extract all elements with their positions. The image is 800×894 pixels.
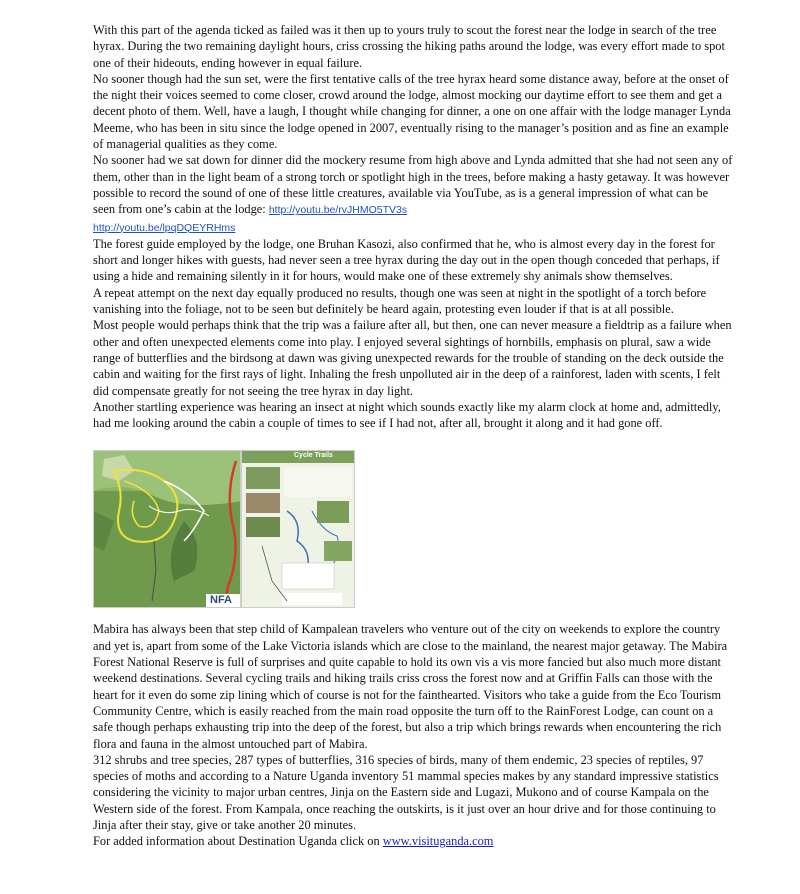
paragraph-repeat-attempt: A repeat attempt on the next day equally produced no results, though one was seen at night in the spotlight of a torch before vanishing into the foliage, not to be seen but definitely be heard again, protesting even louder if that is at all possible. — [93, 285, 707, 317]
article-page — [93, 22, 733, 850]
paragraph-forest-guide: The forest guide employed by the lodge, one Bruhan Kasozi, also confirmed that he, who is almost every day in the forest for short and longer hikes with guests, had never seen a tree hyrax during the day out in the open though conceded that perhaps, if using a hide and remaining silently in it for hours, would make one of these extremely shy animals show themselves. — [93, 236, 720, 284]
visituganda-link[interactable]: www.visituganda.com — [382, 834, 494, 849]
nfa-logo: NFA — [210, 594, 232, 607]
paragraph-insect: Another startling experience was hearing an insect at night which sounds exactly like my alarm clock at home and, admittedly, had me looking around the cabin a couple of times to see if I had not, after all, brought it along and it had gone off. — [93, 399, 721, 431]
cycle-trails-map — [241, 450, 355, 608]
article-body-top — [93, 22, 733, 431]
paragraph-sun-set: No sooner though had the sun set, were the first tentative calls of the tree hyrax heard some distance away, before at the onset of the night their voices seemed to come closer, crowd around the lodge, almost mocking our daytime effort to see them and get a decent photo of them. Well, have a laugh, I thought while changing for dinner, a one on one affair with the lodge manager Lynda Meeme, who has been in situ since the lodge opened in 2007, eventually rising to the manager’s position and as fine an example of managerial qualities as they come. — [93, 71, 731, 152]
paragraph-dinner-text: No sooner had we sat down for dinner did the mockery resume from high above and Lynda admitted that she had not seen any of them, other than in the light beam of a strong torch or spotlight high in the trees, before making a hasty getaway. It was however possible to record the sound of one of these little creatures, available via YouTube, as is a general impression of what can be seen from one’s cabin at the lodge: — [93, 153, 733, 217]
cycle-trails-map-graphic — [242, 451, 355, 608]
trail-maps-figure — [93, 450, 355, 608]
youtube-link-1[interactable]: http://youtu.be/rvJHMO5TV3s — [268, 204, 408, 217]
paragraph-trip-failure: Most people would perhaps think that the trip was a failure after all, but then, one can never measure a fieldtrip as a failure when other and often unexpected elements come into play. I enjoyed several sightings of hornbills, emphasis on plural, saw a wide range of butterflies and the birdsong at dawn was giving unexpected rewards for the trouble of standing on the deck outside the cabin and waiting for the first rays of light. Inhaling the fresh unpolluted air in the deep of a rainforest, laden with scents, I felt did compensate greatly for not seeing the tree hyrax in day light. — [93, 318, 732, 398]
forest-trail-map — [93, 450, 241, 608]
paragraph-scout-forest: With this part of the agenda ticked as failed was it then up to yours truly to scout the forest near the lodge in search of the tree hyrax. During the two remaining daylight hours, criss crossing the hiking paths around the lodge, was every effort made to spot one of their hideouts, ending however in equal failure. — [93, 23, 725, 70]
cycle-trails-title: Cycle Trails — [294, 452, 333, 460]
forest-trail-map-graphic — [94, 451, 241, 608]
paragraph-statistics: 312 shrubs and tree species, 287 types of butterflies, 316 species of birds, many of them endemic, 23 species of reptiles, 97 species of moths and according to a Nature Uganda inventory 51 mammal species makes by any standard impressive statistics considering the vicinity to major urban centres, Jinja on the Eastern side and Lugazi, Mukono and of course Kampala on the Western side of the forest. From Kampala, once reaching the outskirts, is it just over an hour drive and for those continuing to Jinja after their stay, give or take another 20 minutes. — [93, 752, 719, 832]
article-body-bottom — [93, 621, 733, 849]
closing-text: For added information about Destination Uganda click on — [93, 834, 380, 849]
paragraph-closing — [93, 833, 733, 849]
youtube-link-2[interactable]: http://youtu.be/lpqDQEYRHms — [93, 221, 236, 234]
paragraph-mabira: Mabira has always been that step child of Kampalean travelers who venture out of the city on weekends to explore the country and yet is, apart from some of the Lake Victoria islands which are close to the mainland, the nearest major getaway. The Mabira Forest National Reserve is full of surprises and quite capable to hold its own vis a vis more fancied but also much more distant weekend destinations. Several cycling trails and hiking trails criss cross the forest now and at Griffin Falls can those with the heart for it even do some zip lining which of course is not for the fainthearted. Visitors who take a guide from the Eco Tourism Community Centre, which is easily reached from the main road opposite the turn off to the RainForest Lodge, can count on a safe though perhaps exhausting trip into the deep of the forest, but also a trip which brings rewards when encountering the rich flora and fauna in the almost untouched part of Mabira. — [93, 622, 728, 751]
paragraph-dinner — [93, 152, 733, 235]
